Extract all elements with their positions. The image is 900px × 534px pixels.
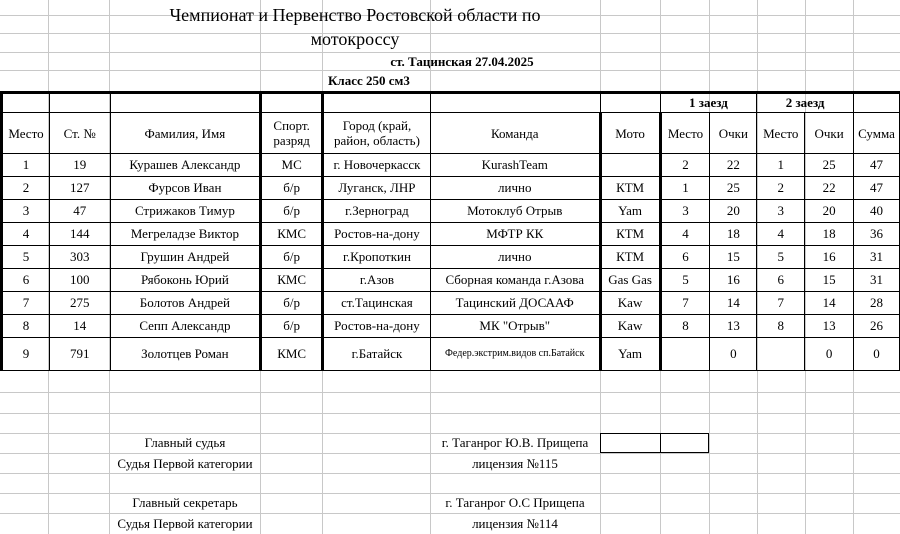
cell-race1-points: 25 [710,177,757,200]
header-rank: Спорт. разряд [261,113,323,154]
cell-rank: МС [261,154,323,177]
signature-box [600,433,709,453]
cell-race1-points: 18 [710,223,757,246]
cell-name: Стрижаков Тимур [110,200,261,223]
cell-race1-points: 22 [710,154,757,177]
table-row [2,246,900,269]
cell-moto: КТМ [600,177,660,200]
chief-judge-category: Судья Первой категории [117,456,253,471]
cell-race1-points: 15 [710,246,757,269]
cell-race2-points: 0 [805,338,854,371]
cell-race2-points: 13 [805,315,854,338]
cell-number: 791 [49,338,110,371]
cell-rank: б/р [261,246,323,269]
cell-sum: 36 [853,223,899,246]
cell-race1-place: 6 [660,246,710,269]
cell-number: 303 [49,246,110,269]
cell-race2-place: 5 [757,246,805,269]
race1-label: 1 заезд [660,93,757,113]
cell-team: МФТР КК [430,223,600,246]
header-place: Место [2,113,50,154]
header-moto: Мото [600,113,660,154]
cell-name: Фурсов Иван [110,177,261,200]
cell-race2-points: 22 [805,177,854,200]
cell-race2-place: 8 [757,315,805,338]
cell-city: г.Кропоткин [323,246,431,269]
cell-name: Рябоконь Юрий [110,269,261,292]
cell-name: Золотцев Роман [110,338,261,371]
cell-city: Ростов-на-дону [323,315,431,338]
table-row [2,177,900,200]
cell-race2-place: 7 [757,292,805,315]
cell-place: 1 [2,154,50,177]
header-race2-points: Очки [805,113,854,154]
chief-secretary-name: г. Таганрог О.С Прищепа [445,495,585,510]
cell-race1-points: 14 [710,292,757,315]
cell-race1-place: 8 [660,315,710,338]
cell-place: 8 [2,315,50,338]
cell-team: Сборная команда г.Азова [430,269,600,292]
cell-sum: 28 [853,292,899,315]
cell-moto: КТМ [600,223,660,246]
cell-team: лично [430,177,600,200]
cell-race1-points: 13 [710,315,757,338]
cell-number: 100 [49,269,110,292]
cell-name: Грушин Андрей [110,246,261,269]
cell-rank: б/р [261,200,323,223]
cell-race1-place: 4 [660,223,710,246]
cell-sum: 40 [853,200,899,223]
cell-name: Сепп Александр [110,315,261,338]
cell-place: 9 [2,338,50,371]
cell-team: Мотоклуб Отрыв [430,200,600,223]
cell-race1-place: 3 [660,200,710,223]
cell-number: 275 [49,292,110,315]
column-header-row [2,113,900,154]
chief-secretary-title: Главный секретарь [132,495,238,510]
cell-team: МК "Отрыв" [430,315,600,338]
cell-city: Луганск, ЛНР [323,177,431,200]
table-row [2,223,900,246]
header-team: Команда [430,113,600,154]
cell-race2-points: 15 [805,269,854,292]
header-city: Город (край, район, область) [323,113,431,154]
cell-place: 7 [2,292,50,315]
cell-rank: КМС [261,223,323,246]
cell-race2-place: 6 [757,269,805,292]
page-title-line2: мотокроссу [310,29,400,49]
cell-moto: Yam [600,338,660,371]
header-race1-points: Очки [710,113,757,154]
cell-team: KurashTeam [430,154,600,177]
table-row [2,269,900,292]
cell-name: Мегреладзе Виктор [110,223,261,246]
cell-team: Тацинский ДОСААФ [430,292,600,315]
cell-moto: Gas Gas [600,269,660,292]
cell-race1-place [660,338,710,371]
cell-number: 14 [49,315,110,338]
page-title-line1: Чемпионат и Первенство Ростовской области по [169,5,541,25]
results-table [0,91,900,371]
cell-sum: 47 [853,177,899,200]
cell-name: Курашев Александр [110,154,261,177]
cell-moto: Kaw [600,315,660,338]
race-group-header-row [2,93,900,113]
cell-race2-place: 2 [757,177,805,200]
race2-label: 2 заезд [757,93,854,113]
chief-secretary-license: лицензия №114 [472,516,558,531]
header-race2-place: Место [757,113,805,154]
table-row [2,338,900,371]
cell-race2-points: 18 [805,223,854,246]
cell-place: 6 [2,269,50,292]
cell-name: Болотов Андрей [110,292,261,315]
cell-race2-place: 3 [757,200,805,223]
cell-sum: 47 [853,154,899,177]
cell-race2-place: 1 [757,154,805,177]
cell-place: 5 [2,246,50,269]
cell-moto: Yam [600,200,660,223]
cell-sum: 31 [853,246,899,269]
cell-race2-place: 4 [757,223,805,246]
cell-number: 127 [49,177,110,200]
cell-race2-points: 14 [805,292,854,315]
cell-city: Ростов-на-дону [323,223,431,246]
cell-rank: б/р [261,177,323,200]
cell-race1-points: 16 [710,269,757,292]
header-number: Ст. № [49,113,110,154]
cell-city: г.Азов [323,269,431,292]
cell-race2-points: 25 [805,154,854,177]
venue-date: ст. Тацинская 27.04.2025 [390,54,534,69]
cell-sum: 0 [853,338,899,371]
cell-moto [600,154,660,177]
cell-place: 4 [2,223,50,246]
chief-secretary-category: Судья Первой категории [117,516,253,531]
table-row [2,154,900,177]
cell-rank: КМС [261,269,323,292]
cell-rank: КМС [261,338,323,371]
cell-city: ст.Тацинская [323,292,431,315]
header-name: Фамилия, Имя [110,113,261,154]
cell-race1-place: 1 [660,177,710,200]
cell-moto: КТМ [600,246,660,269]
cell-number: 19 [49,154,110,177]
cell-city: г.Батайск [323,338,431,371]
cell-race2-points: 16 [805,246,854,269]
chief-judge-title: Главный судья [144,435,226,450]
cell-city: г. Новочеркасск [323,154,431,177]
cell-rank: б/р [261,292,323,315]
cell-sum: 26 [853,315,899,338]
cell-number: 144 [49,223,110,246]
cell-sum: 31 [853,269,899,292]
cell-race1-points: 20 [710,200,757,223]
cell-team: лично [430,246,600,269]
cell-city: г.Зерноград [323,200,431,223]
cell-rank: б/р [261,315,323,338]
cell-race1-place: 5 [660,269,710,292]
cell-race1-place: 7 [660,292,710,315]
class-label: Класс 250 см3 [328,73,410,88]
cell-race1-points: 0 [710,338,757,371]
cell-number: 47 [49,200,110,223]
cell-team: Федер.экстрим.видов сп.Батайск [430,338,600,371]
cell-race1-place: 2 [660,154,710,177]
table-row [2,200,900,223]
table-row [2,292,900,315]
cell-moto: Kaw [600,292,660,315]
header-sum: Сумма [853,113,899,154]
cell-race2-place [757,338,805,371]
table-row [2,315,900,338]
cell-place: 3 [2,200,50,223]
chief-judge-name: г. Таганрог Ю.В. Прищепа [441,435,589,450]
chief-judge-license: лицензия №115 [472,456,558,471]
header-race1-place: Место [660,113,710,154]
cell-place: 2 [2,177,50,200]
cell-race2-points: 20 [805,200,854,223]
